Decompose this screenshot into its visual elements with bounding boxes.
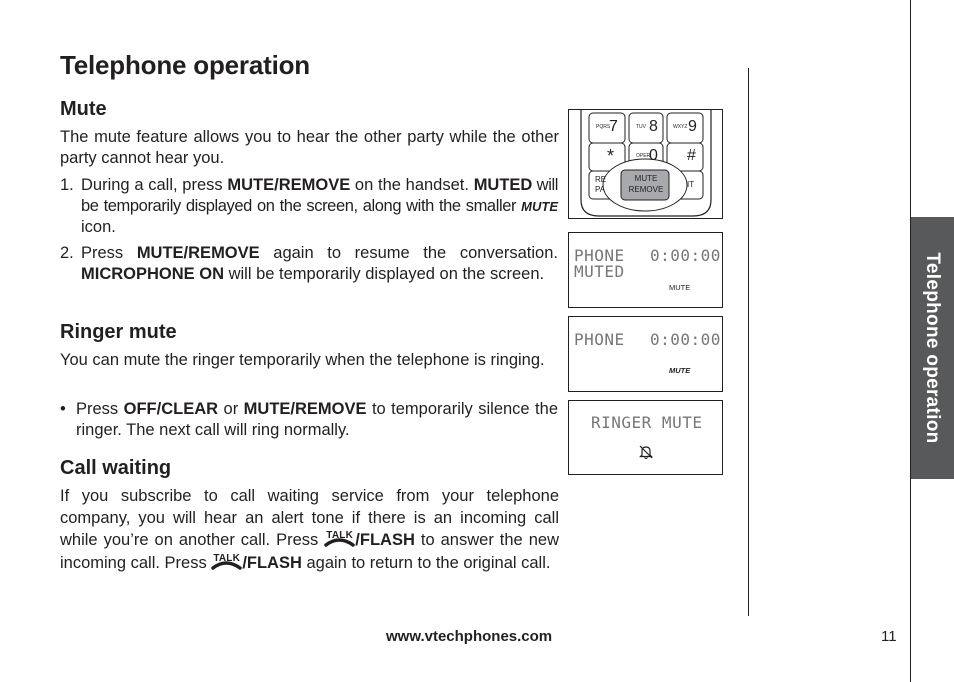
ringer-mute-instruction: Press OFF/CLEAR or MUTE/REMOVE to temporarily silence the ringer. The next call will ring normally. xyxy=(76,400,558,439)
call-waiting-heading: Call waiting xyxy=(60,457,172,479)
handset-keypad-illustration: PQRS 7 TUV 8 WXYZ 9 * OPER 0 # RE PA IT MUTE REMOVE xyxy=(568,109,723,219)
talk-key-icon: TALK xyxy=(211,552,242,572)
ringer-mute-heading: Ringer mute xyxy=(60,321,177,343)
ringer-bullet: • xyxy=(60,400,66,418)
mute-heading: Mute xyxy=(60,98,107,120)
key-0[interactable]: 0 xyxy=(649,147,658,164)
column-divider xyxy=(748,68,749,616)
mute-step1: During a call, press MUTE/REMOVE on the handset. MUTED will be temporarily displayed on the screen, along with the smaller MUTE icon. xyxy=(81,176,558,236)
mute-step2: Press MUTE/REMOVE again to resume the conversation. MICROPHONE ON will be temporarily displayed on the screen. xyxy=(81,244,558,283)
section-tab: Telephone operation xyxy=(911,217,954,479)
mute-step1-number: 1. xyxy=(60,176,74,194)
key-7[interactable]: 7 xyxy=(609,118,618,135)
mute-remove-key[interactable]: MUTE REMOVE xyxy=(628,174,664,194)
redial-pause-key[interactable]: RE PA xyxy=(595,175,607,194)
mute-step2-number: 2. xyxy=(60,244,74,262)
mute-indicator: MUTE xyxy=(669,283,691,292)
key-star[interactable]: * xyxy=(607,146,615,166)
ringer-mute-intro: You can mute the ringer temporarily when the telephone is ringing. xyxy=(60,351,545,369)
call-waiting-text: If you subscribe to call waiting service from your telephone company, you will hear an alert tone if there is an incoming call while you’re on another call. Press TALK /FLASH to answer the new incoming call. Press TALK /FLASH again to return to the original call. xyxy=(60,487,559,572)
talk-key-icon: TALK xyxy=(324,529,355,549)
screen-phone-muted: PHONE 0:00:00 MUTED MUTE xyxy=(568,232,723,308)
key-hash[interactable]: # xyxy=(687,147,696,164)
bell-off-icon xyxy=(638,444,654,460)
screen-ringer-mute: RINGER MUTE xyxy=(568,400,723,475)
edit-key[interactable]: IT xyxy=(687,180,695,189)
mute-indicator: MUTE xyxy=(669,366,691,375)
footer-url: www.vtechphones.com xyxy=(386,628,553,645)
page-number: 11 xyxy=(881,628,897,645)
screen-phone-mute-icon: PHONE 0:00:00 MUTE xyxy=(568,316,723,392)
key-8[interactable]: 8 xyxy=(649,118,658,135)
page-title: Telephone operation xyxy=(60,50,310,80)
mute-small-icon-text: MUTE xyxy=(521,199,558,214)
mute-intro: The mute feature allows you to hear the other party while the other party cannot hear you. xyxy=(60,128,559,167)
key-9[interactable]: 9 xyxy=(688,118,697,135)
